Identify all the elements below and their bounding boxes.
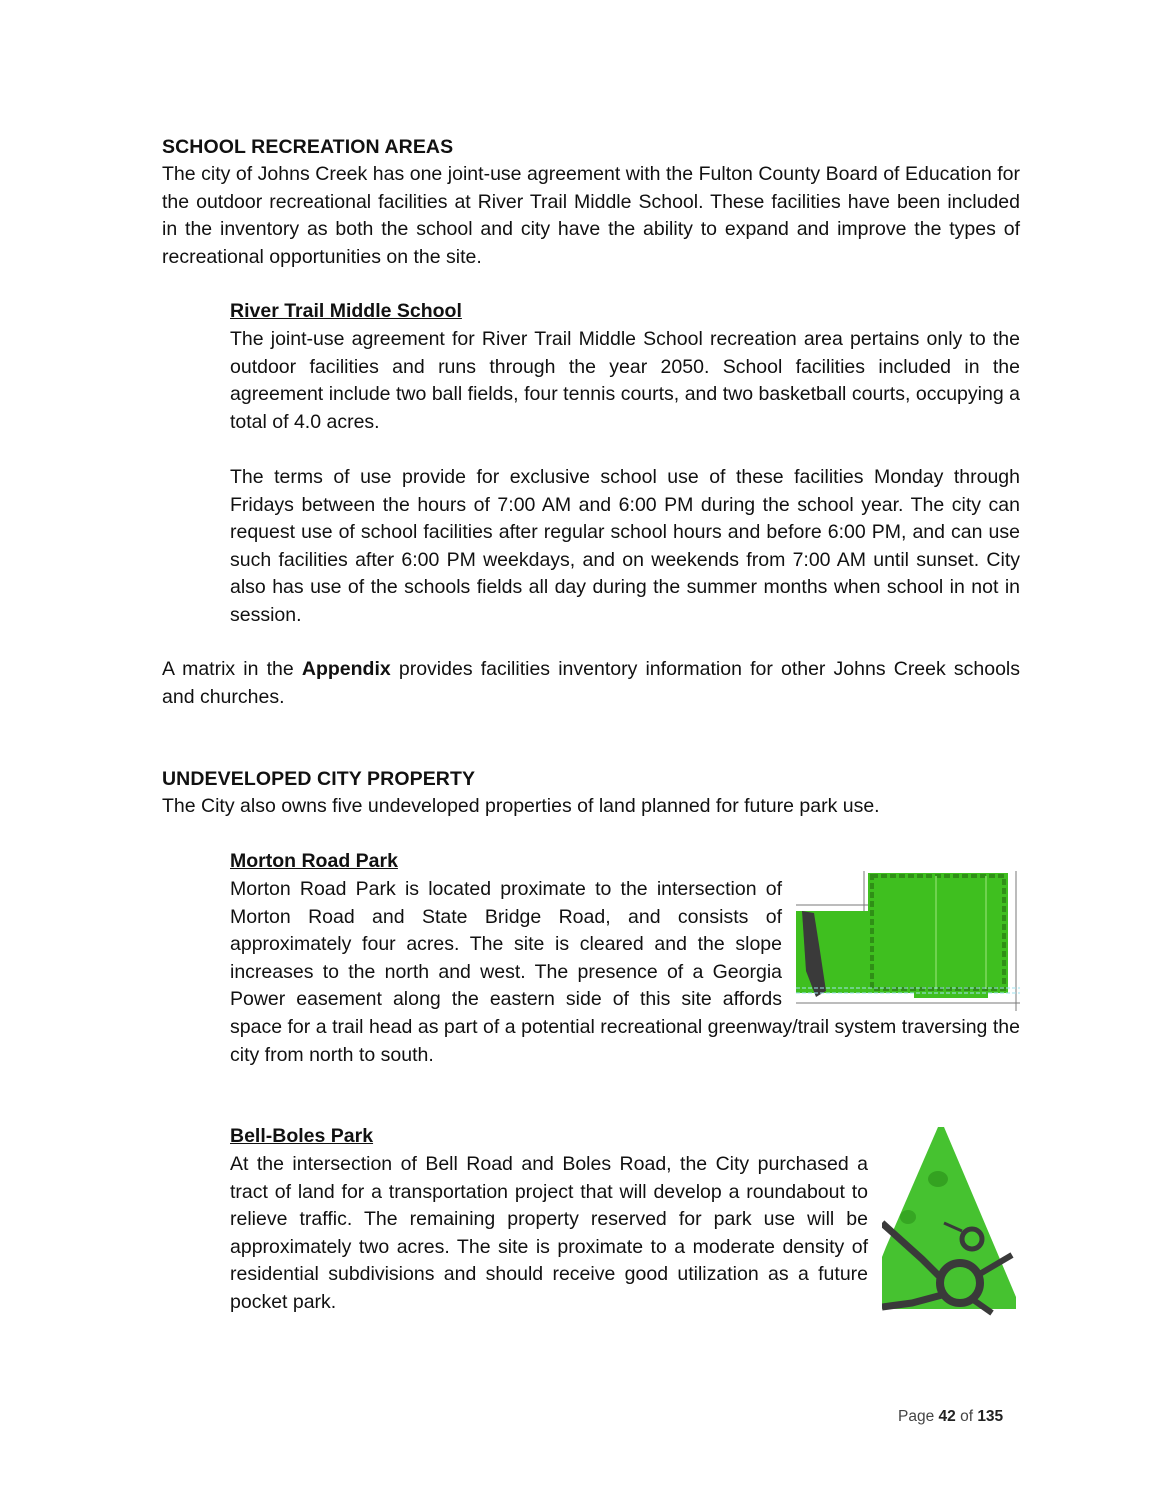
river-trail-paragraph-1: The joint-use agreement for River Trail Middle School recreation area pertains only to the outdoor facilities and runs through the year 2050. School facilities included in the agreement include two ball fields, four tennis courts, and two basketball courts, occupying a total of 4.0 acres. [230,328,1020,433]
bell-boles-block [230,1151,1020,1317]
page-of: of [955,1408,978,1425]
school-recreation-heading: SCHOOL RECREATION AREAS [162,136,454,158]
page-label: Page [898,1408,939,1425]
morton-road-text: Morton Road Park is located proximate to the intersection of Morton Road and State Bridge Road, and consists of approximately four acres. The site is cleared and the slope increases to the north and west. The presence of a Georgia Power easement along the eastern side of this site affords space for a trail head as part of a potential recreational greenway/trail system traversing the city from north to south. [230,878,1020,1066]
undeveloped-property-heading: UNDEVELOPED CITY PROPERTY [162,768,476,790]
appendix-matrix-paragraph [162,656,1020,711]
morton-road-heading: Morton Road Park [230,850,398,872]
morton-road-block [230,876,1020,1069]
matrix-text-post: provides facilities inventory information for other Johns Creek schools and churches. [162,658,1021,708]
page-number-footer [898,1408,1003,1426]
undeveloped-property-intro: The City also owns five undeveloped properties of land planned for future park use. [162,795,880,817]
appendix-reference: Appendix [301,658,391,680]
school-recreation-intro: The city of Johns Creek has one joint-use agreement with the Fulton County Board of Education for the outdoor recreational facilities at River Trail Middle School. These facilities have been included in the inventory as both the school and city have the ability to expand and improve the types of recreational opportunities on the site. [162,163,1020,268]
river-trail-paragraph-2: The terms of use provide for exclusive school use of these facilities Monday through Fridays between the hours of 7:00 AM and 6:00 PM during the school year. The city can request use of school facilities after regular school hours and before 6:00 PM, and can use such facilities after 6:00 PM weekdays, and on weekends from 7:00 AM until sunset. City also has use of the schools fields all day during the summer months when school in not in session. [230,466,1020,626]
total-pages: 135 [977,1408,1004,1425]
bell-boles-map-image [882,1127,1020,1317]
river-trail-heading: River Trail Middle School [230,300,462,322]
bell-boles-text: At the intersection of Bell Road and Boles Road, the City purchased a tract of land for a transportation project that will develop a roundabout to relieve traffic. The remaining property reserved for park use will be approximately two acres. The site is proximate to a moderate density of residential subdivisions and should receive good utilization as a future pocket park. [230,1153,868,1313]
matrix-text-pre: A matrix in the [162,658,302,680]
bell-boles-heading: Bell-Boles Park [230,1125,374,1147]
current-page: 42 [938,1408,956,1425]
morton-road-map-image [796,871,1020,1011]
